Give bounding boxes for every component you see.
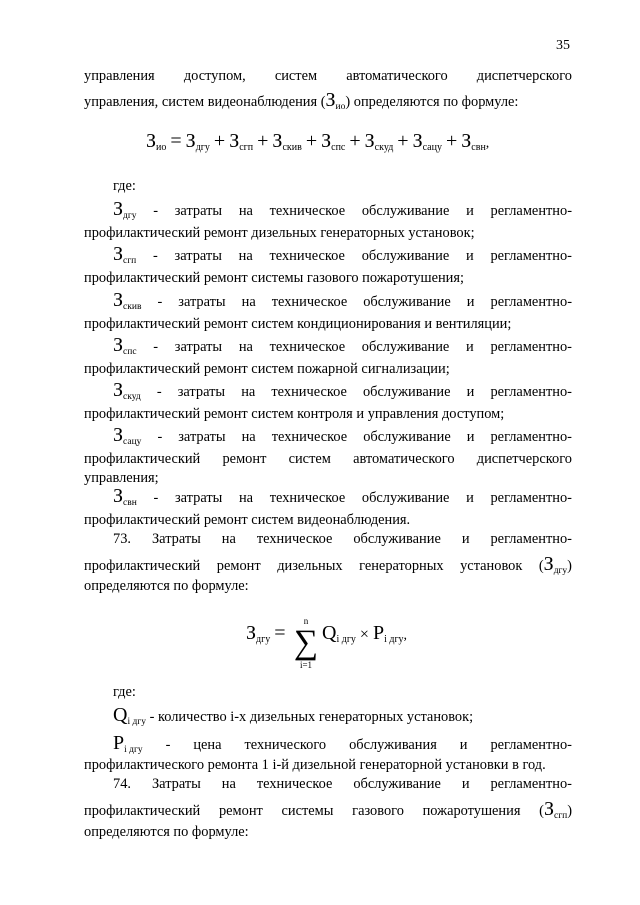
- symbol: З: [113, 334, 124, 356]
- word: газового: [352, 803, 404, 819]
- word: профилактический: [84, 558, 201, 574]
- word: и: [466, 339, 474, 355]
- subscript: скуд: [374, 142, 394, 153]
- word: и: [459, 737, 468, 753]
- word: техническое: [269, 203, 346, 219]
- definition-1-line-2: профилактический ремонт дизельных генераторных установок;: [84, 225, 475, 241]
- word: -: [153, 339, 159, 355]
- word: затраты: [174, 248, 222, 264]
- subscript: спс: [123, 347, 137, 357]
- word: систем: [274, 68, 318, 84]
- subscript: сацу: [422, 142, 442, 153]
- subscript: сгп: [123, 256, 137, 266]
- word: технического: [244, 737, 327, 753]
- symbol: З: [229, 130, 240, 152]
- word: диспетчерского: [476, 68, 572, 84]
- word: на: [241, 429, 256, 445]
- q-definition: [113, 705, 572, 733]
- word: на: [238, 248, 253, 264]
- word: затраты: [174, 203, 223, 219]
- word: обслуживания: [349, 737, 437, 753]
- plus-sign: +: [349, 130, 361, 152]
- symbol: З: [246, 622, 257, 644]
- symbol: З: [543, 553, 554, 575]
- word: регламентно-: [490, 384, 572, 400]
- word: и: [466, 294, 475, 310]
- intro-line-1: [84, 66, 572, 87]
- p-definition-line-2: профилактического ремонта 1 i-й дизельной генераторной установки в год.: [84, 757, 546, 773]
- item-74-line-3: определяются по формуле:: [84, 824, 249, 840]
- sum-upper-limit: n: [303, 616, 309, 626]
- word: обслуживание: [362, 384, 451, 400]
- word: затраты: [178, 294, 226, 310]
- symbol: З: [364, 130, 375, 152]
- symbol: З: [146, 130, 157, 152]
- word: обслуживание: [363, 429, 451, 445]
- word: диспетчерского: [476, 451, 572, 467]
- times-sign: ×: [359, 626, 369, 643]
- text: управления, систем видеонаблюдения (: [84, 94, 326, 110]
- word: на: [221, 531, 236, 547]
- symbol: З: [412, 130, 423, 152]
- word: регламентно-: [490, 776, 572, 792]
- subscript: сацу: [123, 437, 142, 447]
- symbol: З: [113, 485, 124, 507]
- word: на: [238, 490, 254, 506]
- word: и: [466, 490, 474, 506]
- symbol: P: [372, 622, 385, 644]
- word: регламентно-: [490, 737, 572, 753]
- word: обслуживание: [361, 339, 450, 355]
- word: обслуживание: [353, 776, 441, 792]
- sum-sign: ∑: [293, 624, 319, 661]
- plus-sign: +: [213, 130, 226, 152]
- word: регламентно-: [490, 203, 572, 219]
- word: установок: [460, 558, 523, 574]
- word: затраты: [174, 339, 223, 355]
- subscript: спс: [331, 142, 346, 153]
- word: дизельных: [277, 558, 343, 574]
- word: затраты: [174, 490, 223, 506]
- page-number: 35: [556, 38, 570, 53]
- word: (: [538, 558, 544, 574]
- symbol: З: [272, 130, 283, 152]
- equals-sign: =: [274, 622, 286, 644]
- symbol: З: [113, 198, 124, 220]
- where-label-1: где:: [113, 178, 136, 194]
- subscript: сгп: [239, 142, 254, 153]
- word: техническое: [269, 248, 345, 264]
- text: ) определяются по формуле:: [345, 94, 519, 110]
- symbol: P: [113, 732, 125, 754]
- item-number: 74.: [113, 776, 131, 792]
- subscript: i дгу: [127, 717, 146, 727]
- symbol: З: [461, 130, 472, 152]
- word: цена: [193, 737, 222, 753]
- word: затраты: [177, 384, 226, 400]
- word: -: [157, 429, 163, 445]
- word: техническое: [271, 429, 348, 445]
- word: Затраты: [151, 776, 201, 792]
- word: ремонт: [222, 451, 267, 467]
- subscript: ио: [335, 102, 346, 112]
- subscript: скив: [282, 142, 302, 153]
- formula-2-rhs: [322, 622, 407, 645]
- word: на: [241, 384, 256, 400]
- symbol: З: [113, 424, 124, 446]
- word: на: [238, 203, 253, 219]
- subscript: ио: [156, 142, 167, 153]
- word: ремонт: [216, 558, 261, 574]
- word: и: [466, 203, 474, 219]
- word: обслуживание: [361, 203, 450, 219]
- word: -: [165, 737, 171, 753]
- word: -: [153, 490, 159, 506]
- word: автоматического: [346, 68, 448, 84]
- word: Затраты: [151, 531, 201, 547]
- word: -: [152, 248, 158, 264]
- word: регламентно-: [490, 339, 572, 355]
- formula-1: [146, 130, 489, 153]
- item-73-line-1: [113, 529, 572, 550]
- word: обслуживание: [363, 294, 451, 310]
- word: на: [241, 294, 256, 310]
- word: систем: [288, 451, 331, 467]
- word: ): [567, 558, 572, 574]
- item-73-line-3: определяются по формуле:: [84, 578, 249, 594]
- subscript: i дгу: [384, 634, 404, 645]
- word: на: [238, 339, 253, 355]
- subscript: свн: [471, 142, 486, 153]
- plus-sign: +: [257, 130, 269, 152]
- symbol: З: [113, 289, 124, 311]
- word: и: [465, 248, 474, 264]
- word: системы: [281, 803, 334, 819]
- item-74-line-1: [113, 774, 572, 795]
- definition-2-line-2: профилактический ремонт системы газового пожаротушения;: [84, 270, 465, 286]
- subscript: i дгу: [336, 634, 356, 645]
- symbol: З: [185, 130, 196, 152]
- word: техническое: [256, 531, 333, 547]
- word: обслуживание: [361, 490, 450, 506]
- word: обслуживание: [353, 531, 441, 547]
- sum-lower-limit: i=1: [299, 660, 313, 670]
- word: регламентно-: [490, 429, 572, 445]
- word: регламентно-: [490, 248, 572, 264]
- symbol: З: [543, 798, 554, 820]
- definition-7-line-2: профилактический ремонт систем видеонаблюдения.: [84, 512, 411, 528]
- plus-sign: +: [397, 130, 409, 152]
- word: на: [221, 776, 236, 792]
- word: пожаротушения: [422, 803, 521, 819]
- subscript: дгу: [195, 142, 210, 153]
- subscript: скив: [123, 302, 142, 312]
- definition-5-line-2: профилактический ремонт систем контроля и управления доступом;: [84, 406, 505, 422]
- symbol: З: [325, 89, 336, 111]
- word: профилактический: [84, 803, 201, 819]
- definition-6-line-2: [84, 449, 572, 470]
- comma: ,: [485, 136, 490, 151]
- plus-sign: +: [445, 130, 458, 152]
- comma: ,: [403, 628, 408, 643]
- word: доступом,: [183, 68, 246, 84]
- word: регламентно-: [490, 490, 572, 506]
- word: техническое: [271, 384, 347, 400]
- symbol: З: [113, 379, 124, 401]
- subscript: сгп: [553, 811, 568, 821]
- word: (: [539, 803, 544, 819]
- subscript: i дгу: [124, 745, 143, 755]
- text: - количество i-х дизельных генераторных установок;: [149, 709, 474, 725]
- subscript: дгу: [553, 566, 568, 576]
- intro-line-2: [84, 90, 572, 118]
- word: и: [466, 429, 475, 445]
- word: техническое: [271, 294, 348, 310]
- word: -: [156, 384, 162, 400]
- word: ): [567, 803, 572, 819]
- word: -: [153, 203, 159, 219]
- subscript: свн: [123, 498, 137, 508]
- where-label-2: где:: [113, 684, 136, 700]
- word: генераторных: [359, 558, 444, 574]
- formula-2-lhs: [246, 622, 290, 645]
- definition-4-line-2: профилактический ремонт систем пожарной сигнализации;: [84, 361, 450, 377]
- item-number: 73.: [113, 531, 131, 547]
- word: затраты: [178, 429, 226, 445]
- symbol: З: [113, 243, 124, 265]
- word: автоматического: [353, 451, 455, 467]
- word: и: [461, 776, 470, 792]
- word: регламентно-: [490, 531, 572, 547]
- subscript: скуд: [123, 392, 141, 402]
- word: -: [157, 294, 163, 310]
- word: обслуживание: [361, 248, 450, 264]
- symbol: Q: [113, 704, 128, 726]
- word: профилактический: [84, 451, 201, 467]
- plus-sign: +: [305, 130, 318, 152]
- definition-6-line-3: управления;: [84, 470, 159, 486]
- word: ремонт: [218, 803, 263, 819]
- word: регламентно-: [490, 294, 572, 310]
- sum-operator: [290, 616, 322, 670]
- subscript: дгу: [256, 634, 271, 645]
- equals-sign: =: [170, 130, 182, 152]
- word: и: [466, 384, 475, 400]
- definition-3-line-2: профилактический ремонт систем кондиционирования и вентиляции;: [84, 316, 512, 332]
- word: техническое: [256, 776, 333, 792]
- word: техническое: [269, 490, 346, 506]
- word: техническое: [269, 339, 346, 355]
- symbol: Q: [322, 622, 337, 644]
- word: и: [461, 531, 470, 547]
- word: управления: [84, 68, 155, 84]
- symbol: З: [321, 130, 332, 152]
- subscript: дгу: [123, 211, 137, 221]
